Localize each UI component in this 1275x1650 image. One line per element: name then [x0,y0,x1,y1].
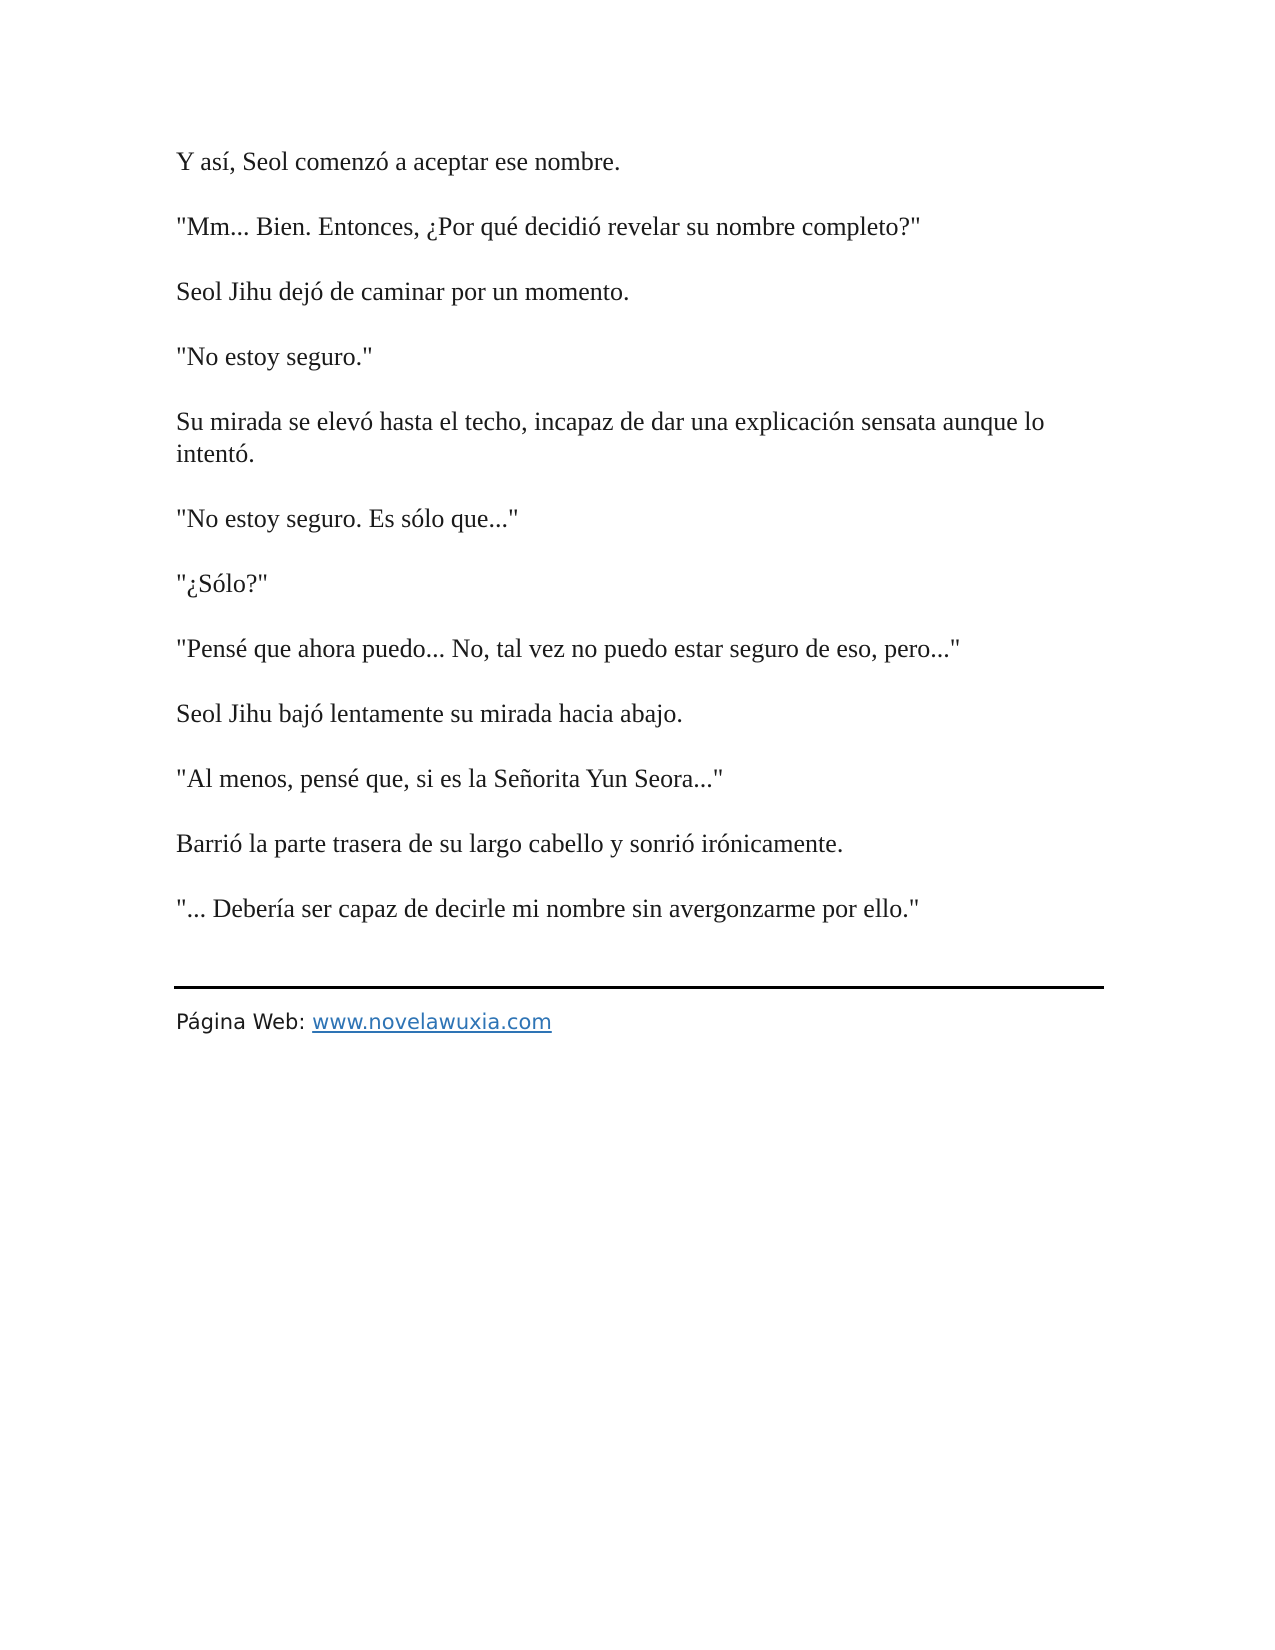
paragraph: "Al menos, pensé que, si es la Señorita Yun Seora..." [176,764,724,793]
paragraph: "Pensé que ahora puedo... No, tal vez no puedo estar seguro de eso, pero..." [176,634,961,663]
document-body [176,146,1104,958]
footer-label: Página Web: [176,1010,313,1034]
paragraph: "No estoy seguro." [176,342,373,371]
paragraph: Su mirada se elevó hasta el techo, incapaz de dar una explicación sensata aunque lo intentó. [176,407,1045,468]
website-link[interactable]: www.novelawuxia.com [312,1010,552,1034]
paragraph: "... Debería ser capaz de decirle mi nombre sin avergonzarme por ello." [176,894,920,923]
paragraph: Seol Jihu dejó de caminar por un momento. [176,277,630,306]
paragraph: Barrió la parte trasera de su largo cabello y sonrió irónicamente. [176,829,844,858]
paragraph: Y así, Seol comenzó a aceptar ese nombre. [176,147,621,176]
paragraph: "¿Sólo?" [176,569,268,598]
footer-divider [174,986,1104,989]
footer [176,1008,552,1036]
paragraph: "Mm... Bien. Entonces, ¿Por qué decidió revelar su nombre completo?" [176,212,921,241]
paragraph: "No estoy seguro. Es sólo que..." [176,504,519,533]
paragraph: Seol Jihu bajó lentamente su mirada hacia abajo. [176,699,683,728]
